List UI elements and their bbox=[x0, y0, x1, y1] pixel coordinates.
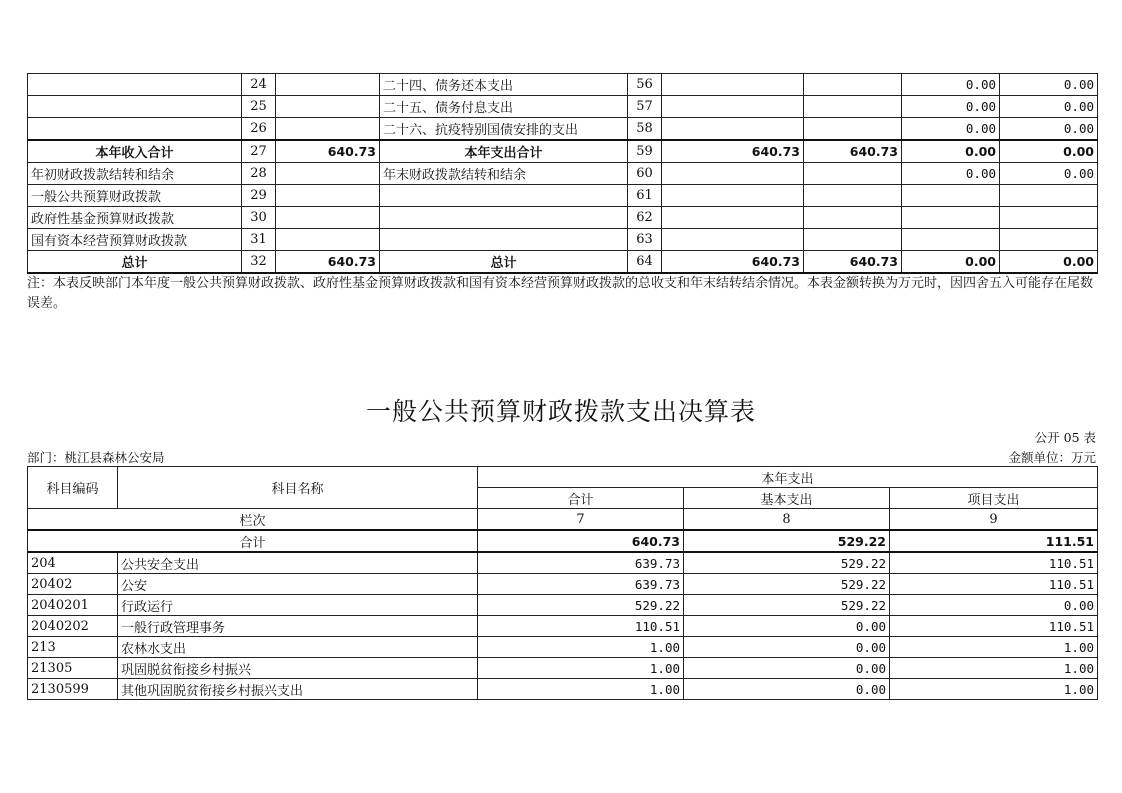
income-item-label: 一般公共预算财政拨款 bbox=[28, 185, 242, 207]
row-basic: 0.00 bbox=[684, 658, 890, 679]
expense-state-capital: 0.00 bbox=[1000, 118, 1098, 141]
subject-code: 2040202 bbox=[28, 616, 118, 637]
report-title: 一般公共预算财政拨款支出决算表 bbox=[365, 397, 756, 426]
header-row-1 bbox=[28, 467, 1098, 488]
expense-gov-fund: 0.00 bbox=[902, 251, 1000, 274]
income-item-label bbox=[28, 96, 242, 118]
subject-code: 2040201 bbox=[28, 595, 118, 616]
income-row-number: 25 bbox=[242, 96, 276, 118]
expense-general-budget bbox=[804, 229, 902, 251]
summary-row bbox=[28, 74, 1098, 96]
summary-row bbox=[28, 207, 1098, 229]
expense-gov-fund bbox=[902, 229, 1000, 251]
income-amount bbox=[276, 118, 380, 141]
department-label: 部门：桃江县森林公安局 bbox=[27, 450, 165, 465]
income-row-number: 28 bbox=[242, 163, 276, 185]
col-total-number: 7 bbox=[478, 509, 684, 531]
expense-total bbox=[662, 229, 804, 251]
row-basic: 529.22 bbox=[684, 552, 890, 574]
expense-general-budget: 640.73 bbox=[804, 140, 902, 163]
row-basic: 529.22 bbox=[684, 595, 890, 616]
expenditure-row bbox=[28, 679, 1098, 700]
sum-row bbox=[28, 530, 1098, 552]
income-item-label: 年初财政拨款结转和结余 bbox=[28, 163, 242, 185]
total-header: 合计 bbox=[478, 488, 684, 509]
summary-row bbox=[28, 96, 1098, 118]
expense-total bbox=[662, 207, 804, 229]
row-total: 1.00 bbox=[478, 679, 684, 700]
expense-total bbox=[662, 96, 804, 118]
sum-basic: 529.22 bbox=[684, 530, 890, 552]
expenditure-row bbox=[28, 616, 1098, 637]
expense-general-budget bbox=[804, 185, 902, 207]
expense-gov-fund: 0.00 bbox=[902, 140, 1000, 163]
sum-project: 111.51 bbox=[890, 530, 1098, 552]
column-number-row bbox=[28, 509, 1098, 531]
expense-row-number: 59 bbox=[628, 140, 662, 163]
subject-name-header: 科目名称 bbox=[118, 467, 478, 509]
income-item-label: 政府性基金预算财政拨款 bbox=[28, 207, 242, 229]
income-amount bbox=[276, 229, 380, 251]
subject-name: 农林水支出 bbox=[118, 637, 478, 658]
subject-code-header: 科目编码 bbox=[28, 467, 118, 509]
expense-state-capital: 0.00 bbox=[1000, 163, 1098, 185]
income-row-number: 32 bbox=[242, 251, 276, 274]
subject-name: 行政运行 bbox=[118, 595, 478, 616]
expenditure-row bbox=[28, 595, 1098, 616]
column-label: 栏次 bbox=[28, 509, 478, 531]
report-code: 公开 05 表 bbox=[1034, 430, 1096, 445]
expense-state-capital bbox=[1000, 207, 1098, 229]
expense-item-label: 本年支出合计 bbox=[380, 140, 628, 163]
col-project-number: 9 bbox=[890, 509, 1098, 531]
income-row-number: 31 bbox=[242, 229, 276, 251]
expense-state-capital bbox=[1000, 229, 1098, 251]
income-row-number: 30 bbox=[242, 207, 276, 229]
expense-item-label: 二十六、抗疫特别国债安排的支出 bbox=[380, 118, 628, 141]
row-total: 1.00 bbox=[478, 637, 684, 658]
row-total: 639.73 bbox=[478, 552, 684, 574]
income-item-label: 国有资本经营预算财政拨款 bbox=[28, 229, 242, 251]
summary-row bbox=[28, 163, 1098, 185]
row-basic: 0.00 bbox=[684, 637, 890, 658]
project-expenditure-header: 项目支出 bbox=[890, 488, 1098, 509]
expense-item-label: 二十四、债务还本支出 bbox=[380, 74, 628, 96]
row-basic: 0.00 bbox=[684, 616, 890, 637]
expenditure-table-body bbox=[28, 467, 1098, 700]
row-project: 1.00 bbox=[890, 637, 1098, 658]
expense-state-capital: 0.00 bbox=[1000, 96, 1098, 118]
income-expense-summary-table bbox=[27, 73, 1098, 274]
row-project: 1.00 bbox=[890, 658, 1098, 679]
expense-general-budget bbox=[804, 74, 902, 96]
income-amount bbox=[276, 163, 380, 185]
income-item-label bbox=[28, 118, 242, 141]
row-total: 1.00 bbox=[478, 658, 684, 679]
current-year-expenditure-header: 本年支出 bbox=[478, 467, 1098, 488]
summary-row bbox=[28, 118, 1098, 141]
expense-item-label bbox=[380, 207, 628, 229]
summary-row bbox=[28, 140, 1098, 163]
summary-table-body bbox=[28, 74, 1098, 274]
income-amount: 640.73 bbox=[276, 140, 380, 163]
expense-general-budget: 640.73 bbox=[804, 251, 902, 274]
subject-code: 204 bbox=[28, 552, 118, 574]
expense-item-label: 年末财政拨款结转和结余 bbox=[380, 163, 628, 185]
subject-name: 巩固脱贫衔接乡村振兴 bbox=[118, 658, 478, 679]
income-row-number: 29 bbox=[242, 185, 276, 207]
row-project: 0.00 bbox=[890, 595, 1098, 616]
summary-row bbox=[28, 185, 1098, 207]
expense-gov-fund bbox=[902, 207, 1000, 229]
expense-gov-fund: 0.00 bbox=[902, 96, 1000, 118]
summary-row bbox=[28, 229, 1098, 251]
col-basic-number: 8 bbox=[684, 509, 890, 531]
expense-row-number: 57 bbox=[628, 96, 662, 118]
row-project: 1.00 bbox=[890, 679, 1098, 700]
expense-row-number: 58 bbox=[628, 118, 662, 141]
expense-gov-fund: 0.00 bbox=[902, 118, 1000, 141]
subject-code: 20402 bbox=[28, 574, 118, 595]
income-item-label bbox=[28, 74, 242, 96]
income-row-number: 24 bbox=[242, 74, 276, 96]
expense-general-budget bbox=[804, 163, 902, 185]
summary-row bbox=[28, 251, 1098, 274]
expense-item-label bbox=[380, 185, 628, 207]
table-note: 注：本表反映部门本年度一般公共预算财政拨款、政府性基金预算财政拨款和国有资本经营预算财政拨款的总收支和年末结转结余情况。本表金额转换为万元时，因四舍五入可能存在尾数误差。 bbox=[27, 276, 1094, 311]
expenditure-row bbox=[28, 637, 1098, 658]
income-amount bbox=[276, 207, 380, 229]
subject-code: 213 bbox=[28, 637, 118, 658]
subject-name: 公安 bbox=[118, 574, 478, 595]
expense-total bbox=[662, 74, 804, 96]
row-total: 110.51 bbox=[478, 616, 684, 637]
expense-row-number: 63 bbox=[628, 229, 662, 251]
income-amount bbox=[276, 96, 380, 118]
expense-row-number: 60 bbox=[628, 163, 662, 185]
income-item-label: 本年收入合计 bbox=[28, 140, 242, 163]
expense-gov-fund: 0.00 bbox=[902, 74, 1000, 96]
expense-item-label: 总计 bbox=[380, 251, 628, 274]
subject-name: 其他巩固脱贫衔接乡村振兴支出 bbox=[118, 679, 478, 700]
sum-total: 640.73 bbox=[478, 530, 684, 552]
expenditure-row bbox=[28, 658, 1098, 679]
expense-row-number: 56 bbox=[628, 74, 662, 96]
expense-state-capital: 0.00 bbox=[1000, 74, 1098, 96]
income-row-number: 26 bbox=[242, 118, 276, 141]
row-project: 110.51 bbox=[890, 616, 1098, 637]
amount-unit-label: 金额单位：万元 bbox=[1008, 450, 1096, 465]
expense-gov-fund bbox=[902, 185, 1000, 207]
expense-total: 640.73 bbox=[662, 140, 804, 163]
expense-general-budget bbox=[804, 118, 902, 141]
expense-item-label bbox=[380, 229, 628, 251]
subject-name: 一般行政管理事务 bbox=[118, 616, 478, 637]
income-amount bbox=[276, 74, 380, 96]
row-total: 639.73 bbox=[478, 574, 684, 595]
expense-row-number: 62 bbox=[628, 207, 662, 229]
subject-code: 21305 bbox=[28, 658, 118, 679]
expense-total bbox=[662, 185, 804, 207]
expense-row-number: 61 bbox=[628, 185, 662, 207]
expense-item-label: 二十五、债务付息支出 bbox=[380, 96, 628, 118]
basic-expenditure-header: 基本支出 bbox=[684, 488, 890, 509]
income-amount: 640.73 bbox=[276, 251, 380, 274]
expenditure-table bbox=[27, 466, 1098, 700]
row-basic: 0.00 bbox=[684, 679, 890, 700]
row-project: 110.51 bbox=[890, 552, 1098, 574]
income-row-number: 27 bbox=[242, 140, 276, 163]
income-amount bbox=[276, 185, 380, 207]
expense-total bbox=[662, 118, 804, 141]
subject-code: 2130599 bbox=[28, 679, 118, 700]
expense-total bbox=[662, 163, 804, 185]
expense-gov-fund: 0.00 bbox=[902, 163, 1000, 185]
expense-state-capital: 0.00 bbox=[1000, 140, 1098, 163]
expense-general-budget bbox=[804, 96, 902, 118]
subject-name: 公共安全支出 bbox=[118, 552, 478, 574]
expense-state-capital: 0.00 bbox=[1000, 251, 1098, 274]
row-basic: 529.22 bbox=[684, 574, 890, 595]
expense-state-capital bbox=[1000, 185, 1098, 207]
expenditure-row bbox=[28, 552, 1098, 574]
expense-total: 640.73 bbox=[662, 251, 804, 274]
income-item-label: 总计 bbox=[28, 251, 242, 274]
expense-general-budget bbox=[804, 207, 902, 229]
row-project: 110.51 bbox=[890, 574, 1098, 595]
expense-row-number: 64 bbox=[628, 251, 662, 274]
row-total: 529.22 bbox=[478, 595, 684, 616]
sum-row-label: 合计 bbox=[28, 530, 478, 552]
expenditure-row bbox=[28, 574, 1098, 595]
